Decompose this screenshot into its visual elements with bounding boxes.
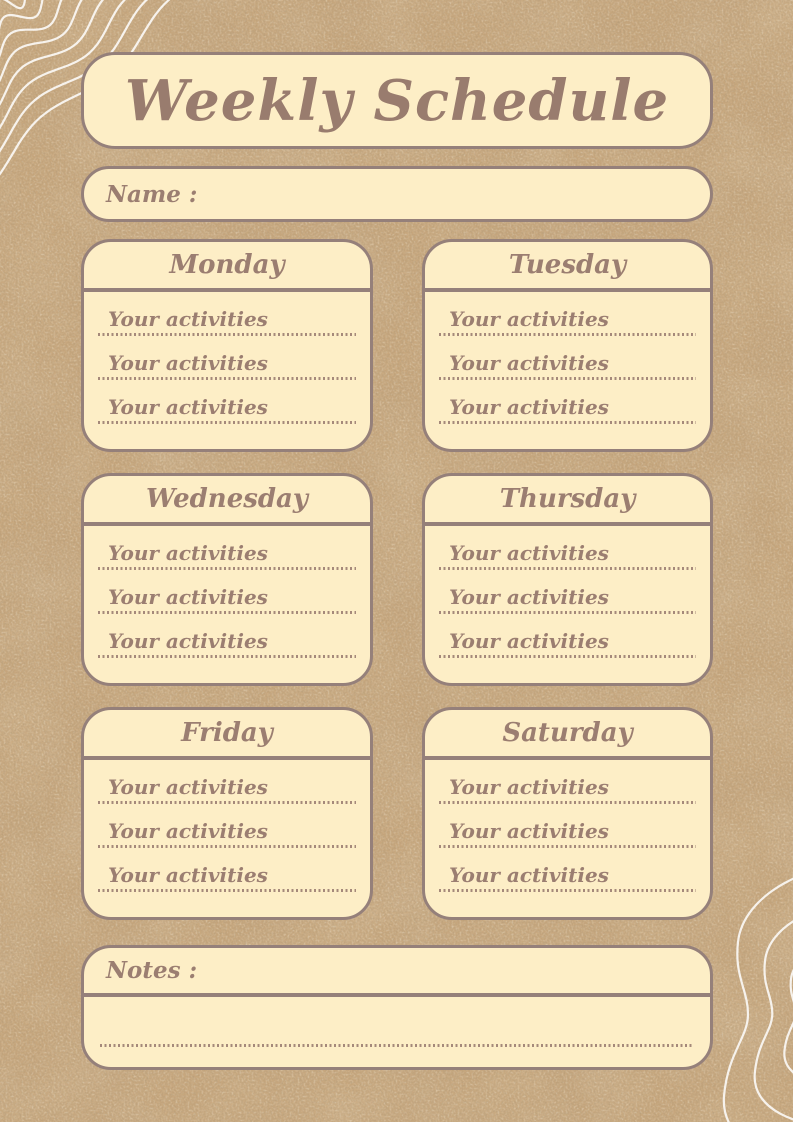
- activity-write-line[interactable]: [98, 611, 356, 614]
- activity-write-line[interactable]: [98, 889, 356, 892]
- activity-row: [98, 818, 356, 848]
- activity-row: [439, 350, 696, 380]
- activity-label: Your activities: [108, 775, 268, 799]
- day-header: [84, 710, 370, 760]
- activity-write-line[interactable]: [439, 421, 696, 424]
- activity-label: Your activities: [108, 585, 268, 609]
- activity-row: [98, 774, 356, 804]
- activity-write-line[interactable]: [439, 333, 696, 336]
- name-label: Name :: [106, 180, 198, 208]
- day-card-wednesday: [81, 473, 373, 686]
- activity-write-line[interactable]: [439, 655, 696, 658]
- notes-write-line: [100, 1044, 694, 1047]
- activity-label: Your activities: [108, 863, 268, 887]
- activity-row: [98, 540, 356, 570]
- day-body: [425, 540, 710, 658]
- activity-write-line[interactable]: [98, 845, 356, 848]
- activity-row: [439, 628, 696, 658]
- activity-label: Your activities: [449, 863, 609, 887]
- activity-label: Your activities: [449, 629, 609, 653]
- page-title: Weekly Schedule: [124, 67, 670, 134]
- activity-label: Your activities: [449, 775, 609, 799]
- day-title: Monday: [169, 250, 285, 280]
- activity-row: [439, 862, 696, 892]
- activity-write-line[interactable]: [98, 655, 356, 658]
- activity-label: Your activities: [108, 307, 268, 331]
- day-card-friday: [81, 707, 373, 920]
- activity-write-line[interactable]: [439, 801, 696, 804]
- activity-row: [98, 350, 356, 380]
- activity-row: [439, 584, 696, 614]
- activity-label: Your activities: [449, 307, 609, 331]
- day-title: Tuesday: [508, 250, 627, 280]
- day-body: [425, 774, 710, 892]
- day-header: [425, 242, 710, 292]
- activity-label: Your activities: [449, 351, 609, 375]
- activity-write-line[interactable]: [98, 333, 356, 336]
- activity-row: [439, 394, 696, 424]
- activity-label: Your activities: [449, 541, 609, 565]
- activity-label: Your activities: [108, 819, 268, 843]
- day-title: Saturday: [502, 718, 633, 748]
- activity-label: Your activities: [449, 819, 609, 843]
- activity-write-line[interactable]: [98, 567, 356, 570]
- day-card-thursday: [422, 473, 713, 686]
- activity-row: [439, 306, 696, 336]
- activity-label: Your activities: [108, 351, 268, 375]
- day-header: [84, 242, 370, 292]
- activity-row: [98, 584, 356, 614]
- activity-row: [98, 306, 356, 336]
- activity-write-line[interactable]: [439, 377, 696, 380]
- activity-write-line[interactable]: [439, 611, 696, 614]
- activity-write-line[interactable]: [439, 567, 696, 570]
- activity-label: Your activities: [449, 395, 609, 419]
- day-header: [425, 476, 710, 526]
- days-grid: [81, 239, 713, 920]
- activity-label: Your activities: [108, 629, 268, 653]
- day-body: [425, 306, 710, 424]
- activity-row: [439, 774, 696, 804]
- day-header: [84, 476, 370, 526]
- notes-header: [84, 948, 710, 997]
- activity-label: Your activities: [449, 585, 609, 609]
- name-card: [81, 166, 713, 222]
- activity-write-line[interactable]: [98, 377, 356, 380]
- notes-label: Notes :: [106, 957, 198, 984]
- activity-row: [98, 862, 356, 892]
- day-body: [84, 540, 370, 658]
- notes-input-area[interactable]: [84, 997, 710, 1067]
- activity-label: Your activities: [108, 541, 268, 565]
- activity-write-line[interactable]: [98, 801, 356, 804]
- activity-row: [439, 540, 696, 570]
- day-card-tuesday: [422, 239, 713, 452]
- name-input-area[interactable]: [197, 169, 688, 219]
- day-title: Thursday: [499, 484, 636, 514]
- activity-row: [98, 394, 356, 424]
- day-title: Wednesday: [145, 484, 309, 514]
- activity-row: [98, 628, 356, 658]
- day-body: [84, 306, 370, 424]
- notes-card: [81, 945, 713, 1070]
- activity-write-line[interactable]: [439, 845, 696, 848]
- day-body: [84, 774, 370, 892]
- activity-label: Your activities: [108, 395, 268, 419]
- day-header: [425, 710, 710, 760]
- day-title: Friday: [181, 718, 273, 748]
- activity-write-line[interactable]: [439, 889, 696, 892]
- day-card-saturday: [422, 707, 713, 920]
- title-card: [81, 52, 713, 149]
- day-card-monday: [81, 239, 373, 452]
- activity-write-line[interactable]: [98, 421, 356, 424]
- activity-row: [439, 818, 696, 848]
